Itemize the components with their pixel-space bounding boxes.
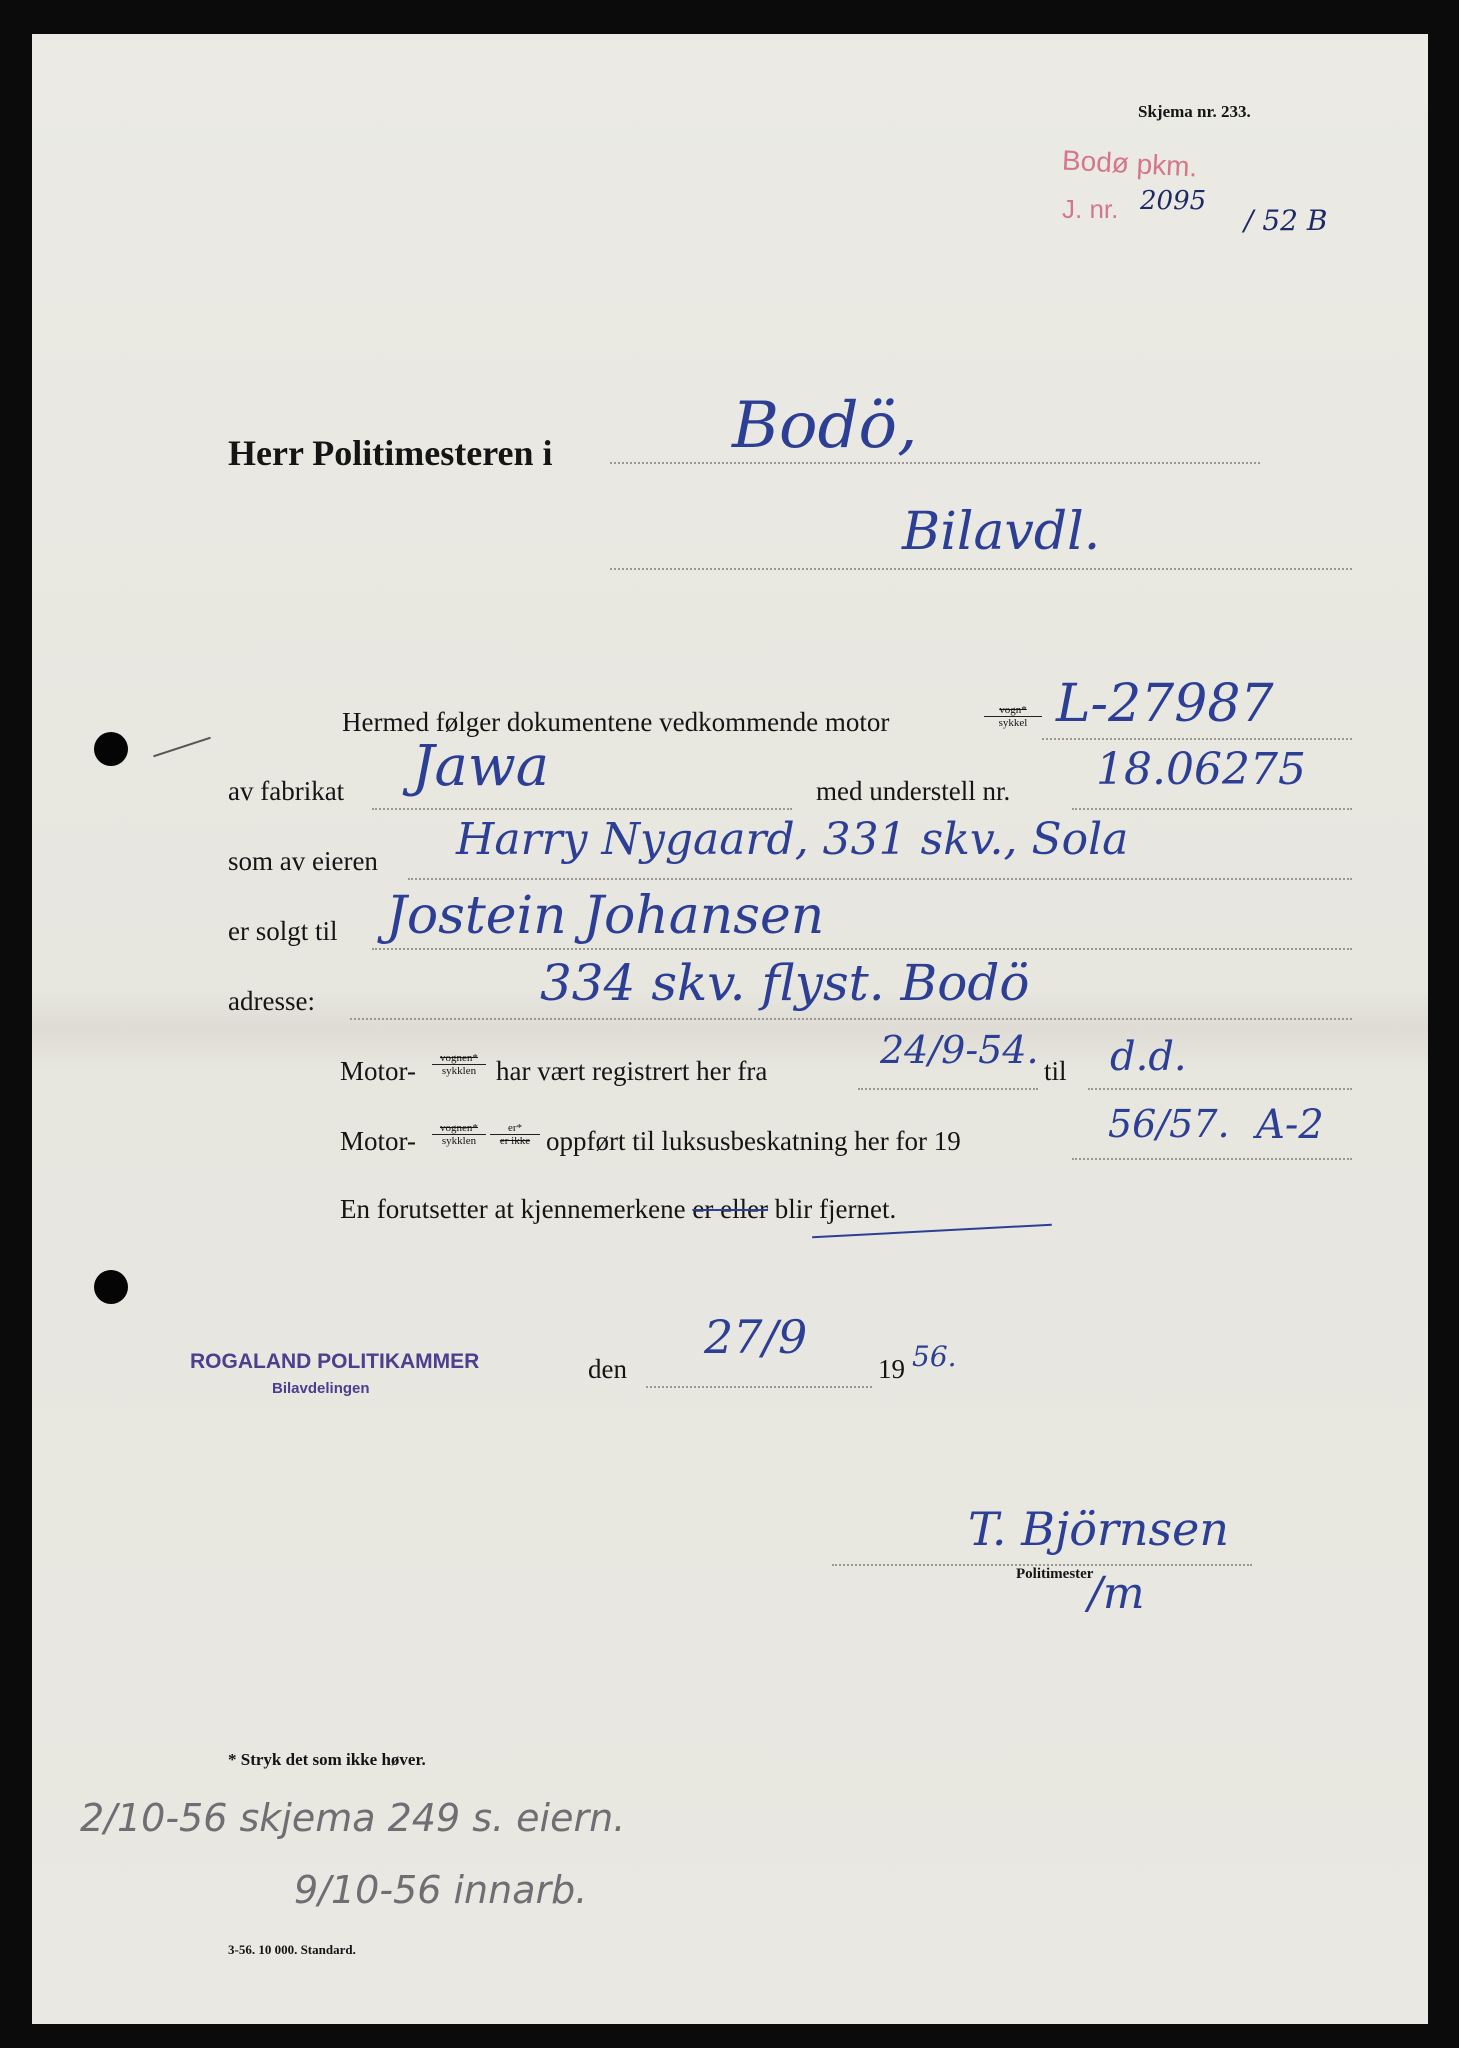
addressee-label: Herr Politimesteren i: [228, 433, 553, 473]
removal-text: [340, 1194, 896, 1225]
registered-from-line: [858, 1088, 1038, 1090]
owner-label: som av eieren: [228, 846, 378, 876]
removal-text-b: blir fjernet.: [774, 1194, 897, 1224]
registered-to: d.d.: [1110, 1034, 1187, 1080]
office-stamp-line1: ROGALAND POLITIKAMMER: [190, 1350, 480, 1373]
signature-role: Politimester: [1016, 1566, 1094, 1582]
signature-initials: /m: [1088, 1568, 1145, 1619]
fabrikat-line: [372, 808, 792, 810]
date-year-suffix: 56.: [912, 1340, 957, 1373]
addressee-line: [610, 462, 1260, 464]
buyer-label: er solgt til: [228, 916, 338, 946]
tax-year: 56/57.: [1108, 1102, 1230, 1146]
address-label: adresse:: [228, 986, 315, 1016]
tax-class: A-2: [1256, 1102, 1324, 1148]
vehicle-type-fraction: [984, 704, 1042, 729]
addressee-place: Bodö,: [732, 389, 918, 463]
tax-fraction-2: [490, 1122, 540, 1147]
registered-option: sykklen: [432, 1064, 486, 1077]
registered-to-label: til: [1044, 1056, 1067, 1086]
journal-suffix: / 52 B: [1244, 204, 1328, 237]
registered-fraction: [432, 1052, 486, 1077]
fabrikat-label: av fabrikat: [228, 776, 345, 806]
owner-value: Harry Nygaard, 331 skv., Sola: [456, 814, 1129, 865]
owner-line: [408, 878, 1352, 880]
fabrikat-value: Jawa: [412, 734, 550, 799]
footnote: * Stryk det som ikke høver.: [228, 1750, 426, 1769]
tax-option2: er*: [507, 1122, 523, 1134]
vehicle-type: sykkel: [984, 716, 1042, 729]
margin-mark: [153, 737, 211, 757]
pencil-note-2: 9/10-56 innarb.: [294, 1868, 588, 1912]
intro-text: Hermed følger dokumentene vedkommende motor: [342, 707, 890, 737]
tax-fraction-1: [432, 1122, 486, 1147]
chassis-line: [1072, 808, 1352, 810]
document-page: [32, 34, 1428, 2024]
punch-hole: [94, 1270, 128, 1304]
tax-prefix: Motor-: [340, 1126, 416, 1156]
address-line: [350, 1018, 1352, 1020]
vehicle-type-struck: vogn*: [999, 704, 1027, 716]
form-number: Skjema nr. 233.: [1138, 102, 1251, 121]
journal-stamp-office: Bodø pkm.: [1061, 144, 1199, 183]
journal-stamp-label: J. nr.: [1062, 194, 1119, 224]
signature-name: T. Björnsen: [968, 1502, 1229, 1556]
removal-text-a: En forutsetter at kjennemerkene: [340, 1194, 686, 1224]
registered-prefix: Motor-: [340, 1056, 416, 1086]
tax-text: oppført til luksusbeskatning her for 19: [546, 1126, 961, 1156]
date-label: den: [588, 1354, 627, 1384]
journal-number: 2095: [1140, 186, 1207, 216]
address-value: 334 skv. flyst. Bodö: [540, 954, 1030, 1012]
chassis-number: 18.06275: [1096, 744, 1306, 795]
removal-struck: er eller: [692, 1194, 769, 1224]
buyer-line: [372, 948, 1352, 950]
tax-option2-struck: er ikke: [490, 1134, 540, 1147]
registered-text: har vært registrert her fra: [496, 1056, 768, 1086]
date-year-prefix: 19: [878, 1354, 905, 1384]
registered-option-struck: vognen*: [440, 1052, 478, 1064]
reg-line: [1042, 738, 1352, 740]
date-line: [646, 1386, 872, 1388]
office-stamp-line2: Bilavdelingen: [272, 1380, 370, 1397]
removal-underline: [812, 1224, 1052, 1239]
date-day-month: 27/9: [704, 1310, 808, 1364]
registration-number: L-27987: [1056, 674, 1274, 734]
department-line: [610, 568, 1352, 570]
chassis-label: med understell nr.: [816, 776, 1011, 806]
punch-hole: [94, 732, 128, 766]
addressee-department: Bilavdl.: [902, 502, 1101, 562]
print-info: 3-56. 10 000. Standard.: [228, 1942, 356, 1957]
registered-from: 24/9-54.: [880, 1028, 1039, 1072]
tax-year-line: [1072, 1158, 1352, 1160]
tax-option1-struck: vognen*: [440, 1122, 478, 1134]
pencil-note-1: 2/10-56 skjema 249 s. eiern.: [80, 1796, 626, 1840]
buyer-value: Jostein Johansen: [386, 886, 825, 946]
registered-to-line: [1088, 1088, 1352, 1090]
tax-option1: sykklen: [432, 1134, 486, 1147]
